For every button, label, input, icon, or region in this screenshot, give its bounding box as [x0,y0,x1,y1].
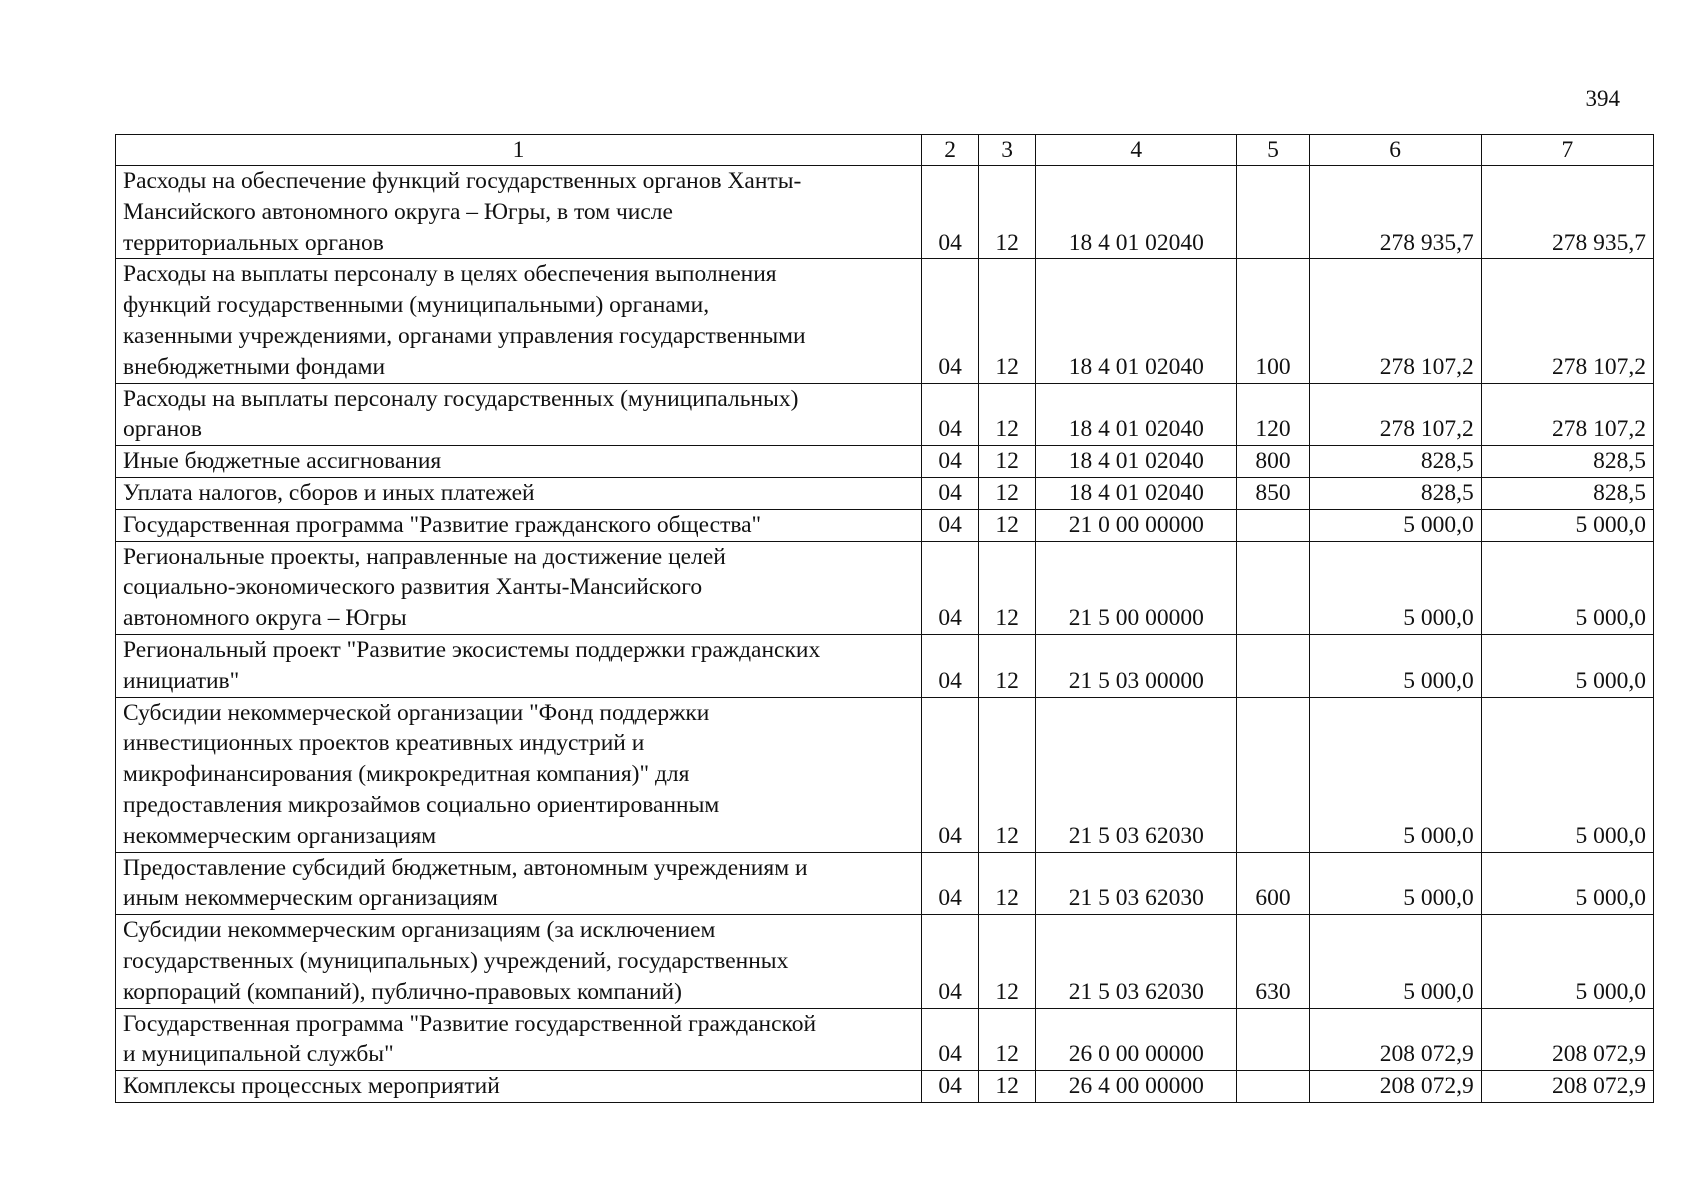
subsection-cell: 12 [979,446,1036,478]
amount-cell: 5 000,0 [1481,697,1653,852]
expense-type-cell: 850 [1237,477,1309,509]
column-header: 3 [979,135,1036,166]
target-code-cell: 21 0 00 00000 [1036,509,1237,541]
target-code-cell: 18 4 01 02040 [1036,446,1237,478]
table-row [116,634,1654,697]
subsection-cell: 12 [979,477,1036,509]
expense-name-cell: Государственная программа "Развитие государственной гражданской и муниципальной службы" [116,1008,922,1071]
amount-cell: 5 000,0 [1309,697,1481,852]
table-row [116,1008,1654,1071]
table-row [116,383,1654,446]
amount-cell: 5 000,0 [1481,852,1653,915]
expense-name-cell: Расходы на обеспечение функций государственных органов Ханты- Мансийского автономного округа – Югры, в том числе территориальных органов [116,166,922,259]
expense-name-cell: Субсидии некоммерческой организации "Фонд поддержки инвестиционных проектов креативных индустрий и микрофинансирования (микрокредитная компания)" для предоставления микрозаймов социально ориентированным некоммерческим организациям [116,697,922,852]
subsection-cell: 12 [979,259,1036,383]
page-number: 394 [1585,86,1620,111]
section-cell: 04 [922,166,979,259]
table-row [116,166,1654,259]
table-row [116,259,1654,383]
amount-cell: 278 935,7 [1309,166,1481,259]
amount-cell: 278 107,2 [1481,383,1653,446]
expense-type-cell: 120 [1237,383,1309,446]
section-cell: 04 [922,697,979,852]
amount-cell: 5 000,0 [1481,915,1653,1008]
amount-cell: 5 000,0 [1481,634,1653,697]
amount-cell: 828,5 [1309,477,1481,509]
section-cell: 04 [922,915,979,1008]
amount-cell: 828,5 [1481,446,1653,478]
amount-cell: 208 072,9 [1481,1008,1653,1071]
subsection-cell: 12 [979,166,1036,259]
section-cell: 04 [922,541,979,634]
table-row [116,852,1654,915]
amount-cell: 208 072,9 [1309,1071,1481,1103]
subsection-cell: 12 [979,852,1036,915]
amount-cell: 208 072,9 [1309,1008,1481,1071]
expense-type-cell [1237,541,1309,634]
subsection-cell: 12 [979,634,1036,697]
column-header: 5 [1237,135,1309,166]
subsection-cell: 12 [979,509,1036,541]
expense-type-cell: 630 [1237,915,1309,1008]
target-code-cell: 21 5 03 62030 [1036,915,1237,1008]
section-cell: 04 [922,477,979,509]
section-cell: 04 [922,446,979,478]
expense-name-cell: Субсидии некоммерческим организациям (за исключением государственных (муниципальных) учреждений, государственных корпораций (компаний), публично-правовых компаний) [116,915,922,1008]
expense-name-cell: Региональный проект "Развитие экосистемы поддержки гражданских инициатив" [116,634,922,697]
expense-name-cell: Расходы на выплаты персоналу в целях обеспечения выполнения функций государственными (муниципальными) органами, казенными учреждениями, органами управления государственными внебюджетными фондами [116,259,922,383]
target-code-cell: 21 5 00 00000 [1036,541,1237,634]
expense-type-cell: 600 [1237,852,1309,915]
amount-cell: 828,5 [1481,477,1653,509]
amount-cell: 5 000,0 [1481,541,1653,634]
table-row [116,477,1654,509]
section-cell: 04 [922,634,979,697]
expense-type-cell [1237,634,1309,697]
amount-cell: 5 000,0 [1309,541,1481,634]
amount-cell: 5 000,0 [1309,915,1481,1008]
amount-cell: 208 072,9 [1481,1071,1653,1103]
section-cell: 04 [922,852,979,915]
table-row [116,541,1654,634]
budget-table [115,134,1654,1103]
expense-type-cell [1237,1071,1309,1103]
section-cell: 04 [922,1071,979,1103]
table-row [116,446,1654,478]
section-cell: 04 [922,1008,979,1071]
expense-name-cell: Региональные проекты, направленные на достижение целей социально-экономического развития Ханты-Мансийского автономного округа – Югры [116,541,922,634]
column-header: 4 [1036,135,1237,166]
target-code-cell: 21 5 03 62030 [1036,852,1237,915]
amount-cell: 278 107,2 [1309,383,1481,446]
expense-name-cell: Государственная программа "Развитие гражданского общества" [116,509,922,541]
expense-type-cell [1237,697,1309,852]
table-row [116,1071,1654,1103]
expense-type-cell [1237,166,1309,259]
subsection-cell: 12 [979,1008,1036,1071]
target-code-cell: 21 5 03 62030 [1036,697,1237,852]
target-code-cell: 26 4 00 00000 [1036,1071,1237,1103]
expense-name-cell: Комплексы процессных мероприятий [116,1071,922,1103]
expense-type-cell: 800 [1237,446,1309,478]
expense-name-cell: Расходы на выплаты персоналу государственных (муниципальных) органов [116,383,922,446]
amount-cell: 5 000,0 [1481,509,1653,541]
table-row [116,915,1654,1008]
expense-name-cell: Предоставление субсидий бюджетным, автономным учреждениям и иным некоммерческим организациям [116,852,922,915]
amount-cell: 278 107,2 [1481,259,1653,383]
column-header: 7 [1481,135,1653,166]
section-cell: 04 [922,509,979,541]
section-cell: 04 [922,383,979,446]
amount-cell: 5 000,0 [1309,509,1481,541]
target-code-cell: 18 4 01 02040 [1036,477,1237,509]
section-cell: 04 [922,259,979,383]
target-code-cell: 18 4 01 02040 [1036,259,1237,383]
table-header-row [116,135,1654,166]
amount-cell: 5 000,0 [1309,634,1481,697]
target-code-cell: 18 4 01 02040 [1036,166,1237,259]
amount-cell: 278 935,7 [1481,166,1653,259]
subsection-cell: 12 [979,697,1036,852]
column-header: 1 [116,135,922,166]
subsection-cell: 12 [979,1071,1036,1103]
column-header: 6 [1309,135,1481,166]
amount-cell: 5 000,0 [1309,852,1481,915]
subsection-cell: 12 [979,383,1036,446]
amount-cell: 828,5 [1309,446,1481,478]
amount-cell: 278 107,2 [1309,259,1481,383]
target-code-cell: 21 5 03 00000 [1036,634,1237,697]
subsection-cell: 12 [979,915,1036,1008]
expense-name-cell: Уплата налогов, сборов и иных платежей [116,477,922,509]
expense-type-cell [1237,1008,1309,1071]
target-code-cell: 18 4 01 02040 [1036,383,1237,446]
target-code-cell: 26 0 00 00000 [1036,1008,1237,1071]
column-header: 2 [922,135,979,166]
expense-type-cell: 100 [1237,259,1309,383]
expense-type-cell [1237,509,1309,541]
subsection-cell: 12 [979,541,1036,634]
table-row [116,509,1654,541]
table-row [116,697,1654,852]
expense-name-cell: Иные бюджетные ассигнования [116,446,922,478]
